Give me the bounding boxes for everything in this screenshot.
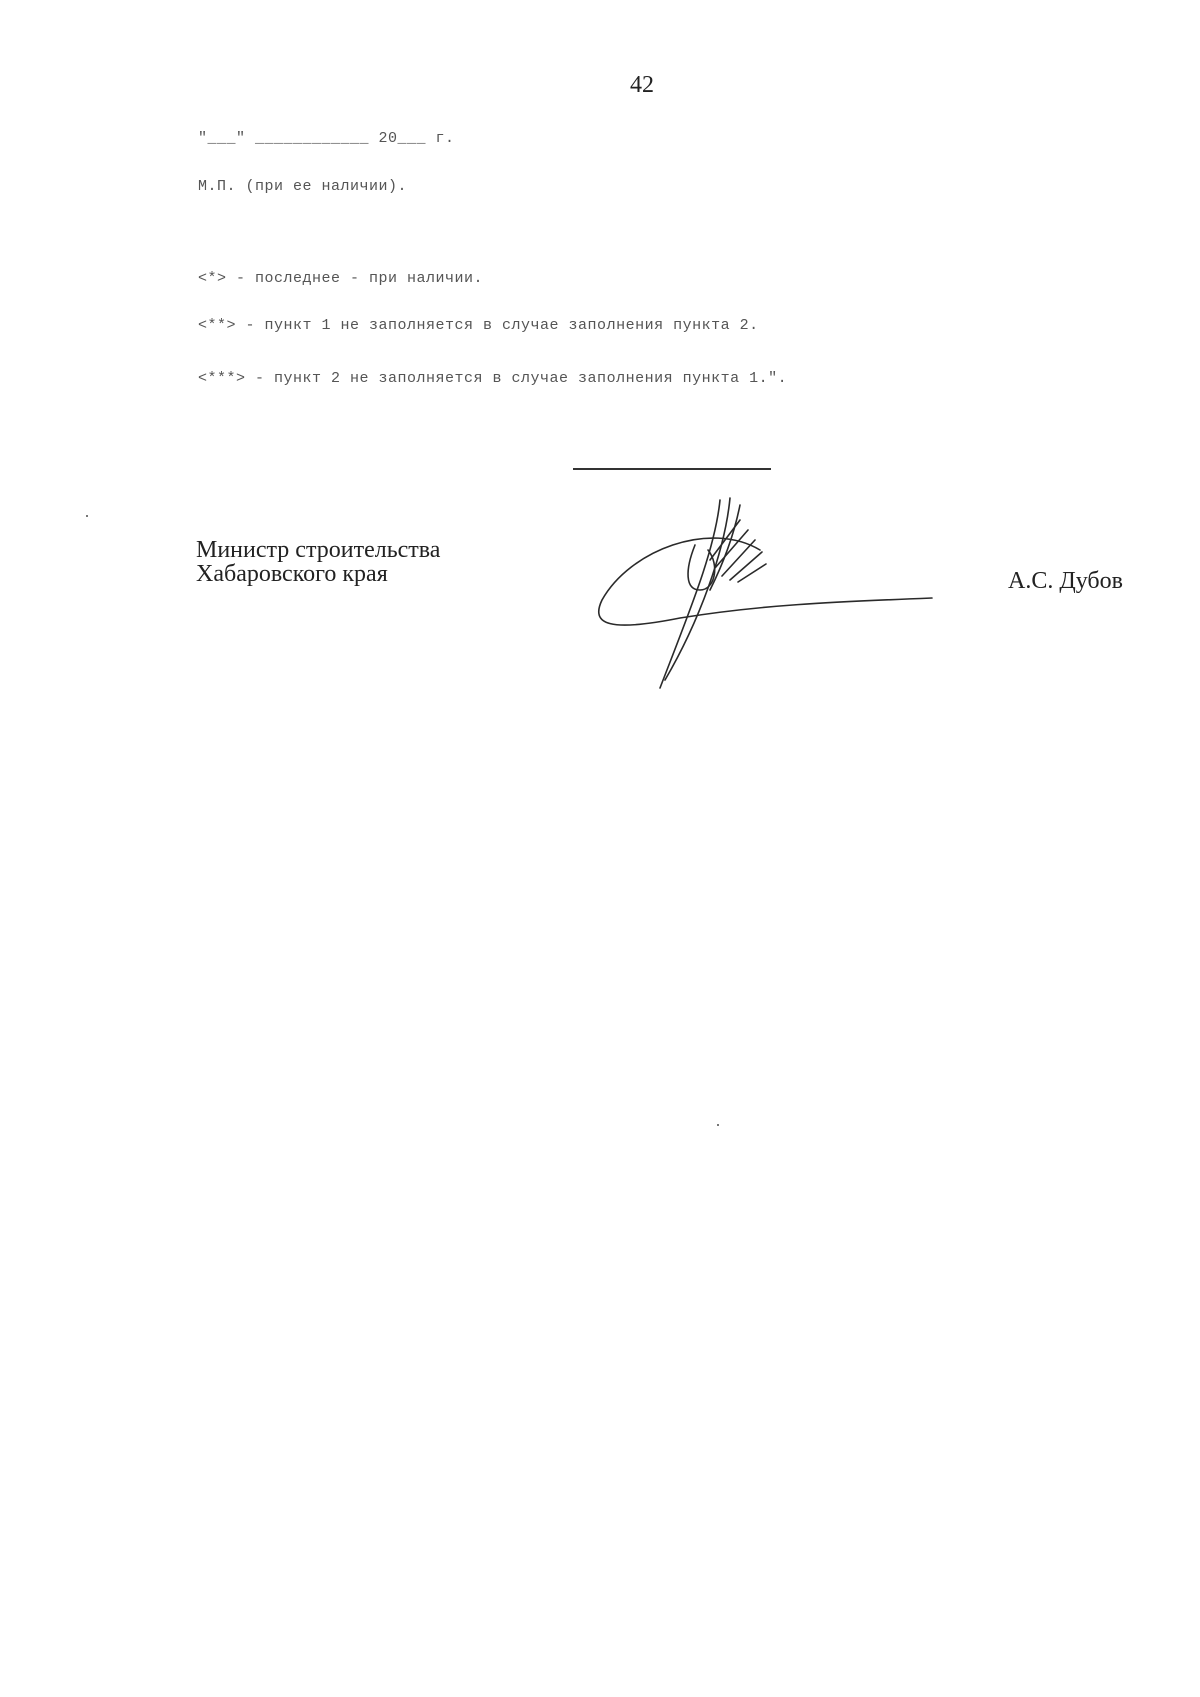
signatory-position: Министр строительства Хабаровского края [196,537,441,587]
signature-loop [599,538,932,625]
page-number: 42 [630,72,654,98]
footnote-3: <***> - пункт 2 не заполняется в случае заполнения пункта 1.". [198,370,788,387]
date-line: "___" ____________ 20___ г. [198,130,455,147]
signatory-name: А.С. Дубов [1008,568,1123,594]
signature-curl [688,545,715,590]
signature-stroke-main [660,500,720,688]
scan-speck [717,1124,719,1126]
footnote-1: <*> - последнее - при наличии. [198,270,484,287]
seal-line: М.П. (при ее наличии). [198,178,408,195]
separator-line [573,468,771,470]
scan-speck [86,515,88,517]
footnote-2: <**> - пункт 1 не заполняется в случае заполнения пункта 2. [198,317,759,334]
handwritten-signature [590,490,940,700]
